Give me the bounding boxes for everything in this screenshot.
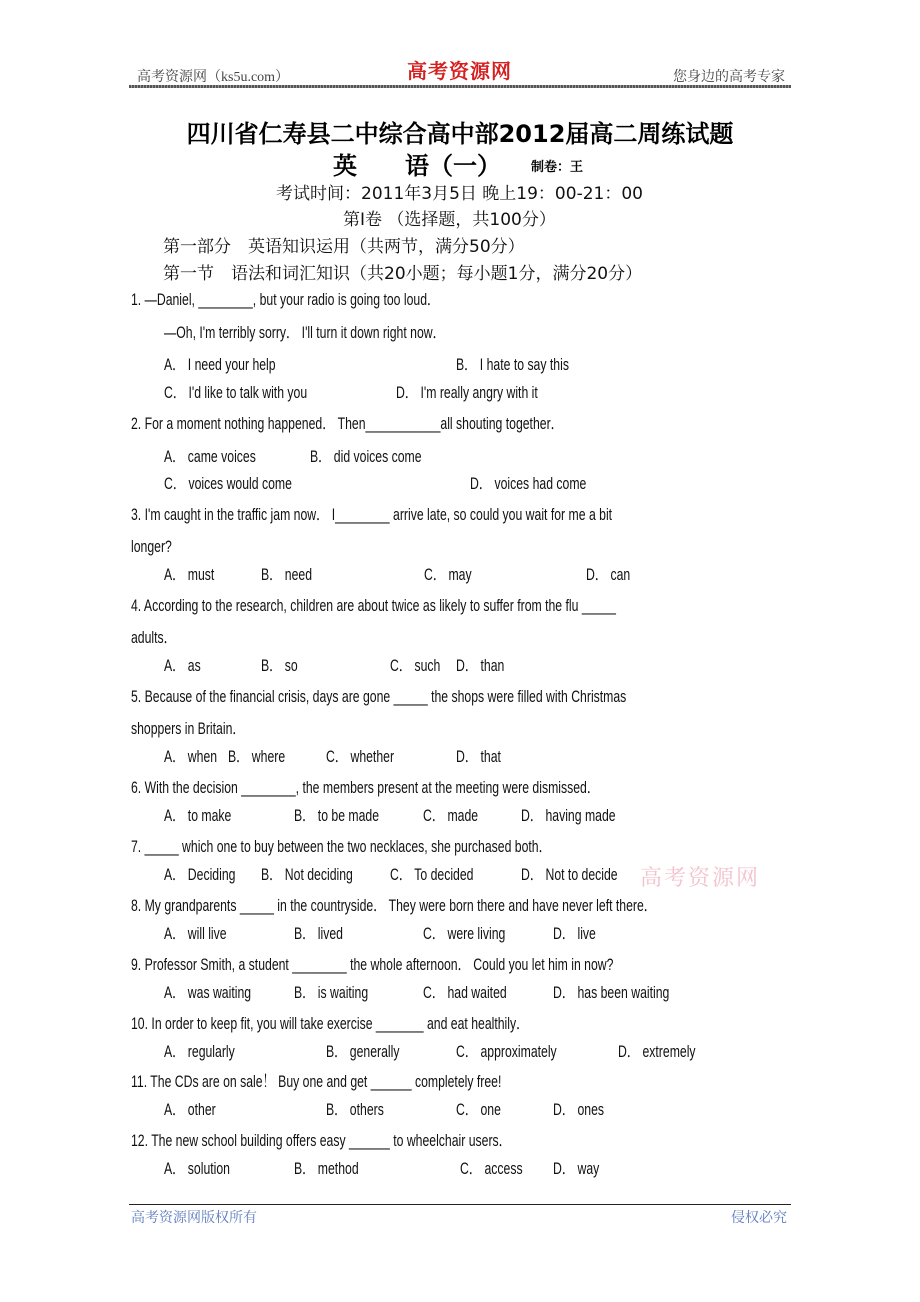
answer-option: D． extremely	[618, 1042, 696, 1061]
answer-option: D． voices had come	[470, 474, 587, 493]
answer-option: A． must	[164, 565, 215, 584]
answer-option: B． method	[294, 1159, 359, 1178]
answer-option: D． than	[456, 656, 505, 675]
answer-option: D． can	[586, 565, 631, 584]
answer-option: D． ones	[553, 1100, 605, 1119]
answer-option: B． generally	[326, 1042, 400, 1061]
question-stem: 9. Professor Smith, a student ________ the whole afternoon． Could you let him in now?	[131, 955, 614, 974]
question-stem: 10. In order to keep fit, you will take exercise _______ and eat healthily．	[131, 1014, 529, 1033]
author-note: 制卷：王	[531, 160, 584, 175]
question-stem: 5. Because of the financial crisis, days are gone _____ the shops were filled with Christmas	[131, 687, 627, 706]
answer-option: A． Deciding	[164, 865, 236, 884]
answer-option: D． has been waiting	[553, 983, 670, 1002]
answer-option: D． that	[456, 747, 501, 766]
answer-option: A． came voices	[164, 447, 256, 466]
header-site-name: 高考资源网（ks5u.com）	[137, 70, 290, 85]
answer-option: D． having made	[521, 806, 616, 825]
question-stem: 2. For a moment nothing happened． Then___________all shouting together．	[131, 414, 563, 433]
question-stem: 1. —Daniel, ________, but your radio is going too loud．	[131, 290, 440, 309]
question-stem: 6. With the decision ________, the members present at the meeting were dismissed．	[131, 778, 600, 797]
question-stem: 7. _____ which one to buy between the two necklaces, she purchased both．	[131, 837, 551, 856]
answer-option: D． I'm really angry with it	[396, 383, 538, 402]
answer-option: C． were living	[423, 924, 506, 943]
answer-option: C． such	[390, 656, 441, 675]
answer-option: A． when	[164, 747, 218, 766]
question-stem: 3. I'm caught in the traffic jam now． I________ arrive late, so could you wait for me a bit	[131, 505, 613, 524]
question-stem: adults．	[131, 628, 176, 647]
part-heading: 第一部分 英语知识运用（共两节，满分50分）	[163, 237, 525, 257]
answer-option: C． To decided	[390, 865, 474, 884]
question-stem: —Oh, I'm terribly sorry． I'll turn it down right now．	[164, 323, 445, 342]
answer-option: C． had waited	[423, 983, 507, 1002]
answer-option: A． to make	[164, 806, 232, 825]
answer-option: C． made	[423, 806, 479, 825]
answer-option: C． one	[456, 1100, 501, 1119]
answer-option: B． others	[326, 1100, 384, 1119]
question-stem: longer?	[131, 537, 172, 556]
answer-option: A． regularly	[164, 1042, 235, 1061]
answer-option: D． live	[553, 924, 596, 943]
footer-divider	[129, 1204, 791, 1205]
answer-option: C． whether	[326, 747, 395, 766]
document-title: 四川省仁寿县二中综合高中部2012届高二周练试题	[186, 120, 734, 148]
answer-option: B． I hate to say this	[456, 355, 569, 374]
answer-option: B． to be made	[294, 806, 380, 825]
answer-option: B． Not deciding	[261, 865, 353, 884]
answer-option: A． solution	[164, 1159, 231, 1178]
answer-option: D． way	[553, 1159, 600, 1178]
question-stem: 11. The CDs are on sale！ Buy one and get ______ completely free!	[131, 1072, 502, 1091]
answer-option: A． other	[164, 1100, 216, 1119]
answer-option: C． may	[424, 565, 472, 584]
answer-option: B． is waiting	[294, 983, 369, 1002]
exam-time: 考试时间：2011年3月5日 晚上19：00-21：00	[276, 184, 643, 204]
footer-copyright: 高考资源网版权所有	[131, 1211, 257, 1226]
answer-option: B． did voices come	[310, 447, 422, 466]
header-divider	[129, 85, 791, 88]
answer-option: D． Not to decide	[521, 865, 618, 884]
answer-option: B． where	[228, 747, 286, 766]
question-stem: 12. The new school building offers easy ______ to wheelchair users．	[131, 1131, 511, 1150]
footer-notice: 侵权必究	[731, 1211, 787, 1226]
question-stem: 4. According to the research, children are about twice as likely to suffer from the flu _____	[131, 596, 616, 615]
question-stem: 8. My grandparents _____ in the countryside． They were born there and have never left there．	[131, 896, 657, 915]
answer-option: A． was waiting	[164, 983, 252, 1002]
answer-option: A． I need your help	[164, 355, 276, 374]
answer-option: C． access	[460, 1159, 523, 1178]
answer-option: C． approximately	[456, 1042, 557, 1061]
site-logo: 高考资源网	[407, 61, 512, 83]
answer-option: A． will live	[164, 924, 227, 943]
answer-option: A． as	[164, 656, 201, 675]
answer-option: B． need	[261, 565, 313, 584]
answer-option: B． so	[261, 656, 298, 675]
section-heading: 第一节 语法和词汇知识（共20小题；每小题1分，满分20分）	[163, 264, 643, 284]
answer-option: C． voices would come	[164, 474, 292, 493]
volume-heading: 第I卷 （选择题，共100分）	[343, 210, 556, 230]
subject-title: 英 语（一）	[333, 152, 501, 180]
question-stem: shoppers in Britain．	[131, 719, 245, 738]
header-slogan: 您身边的高考专家	[673, 70, 785, 85]
answer-option: C． I'd like to talk with you	[164, 383, 308, 402]
watermark-logo: 高考资源网	[640, 865, 761, 890]
answer-option: B． lived	[294, 924, 343, 943]
